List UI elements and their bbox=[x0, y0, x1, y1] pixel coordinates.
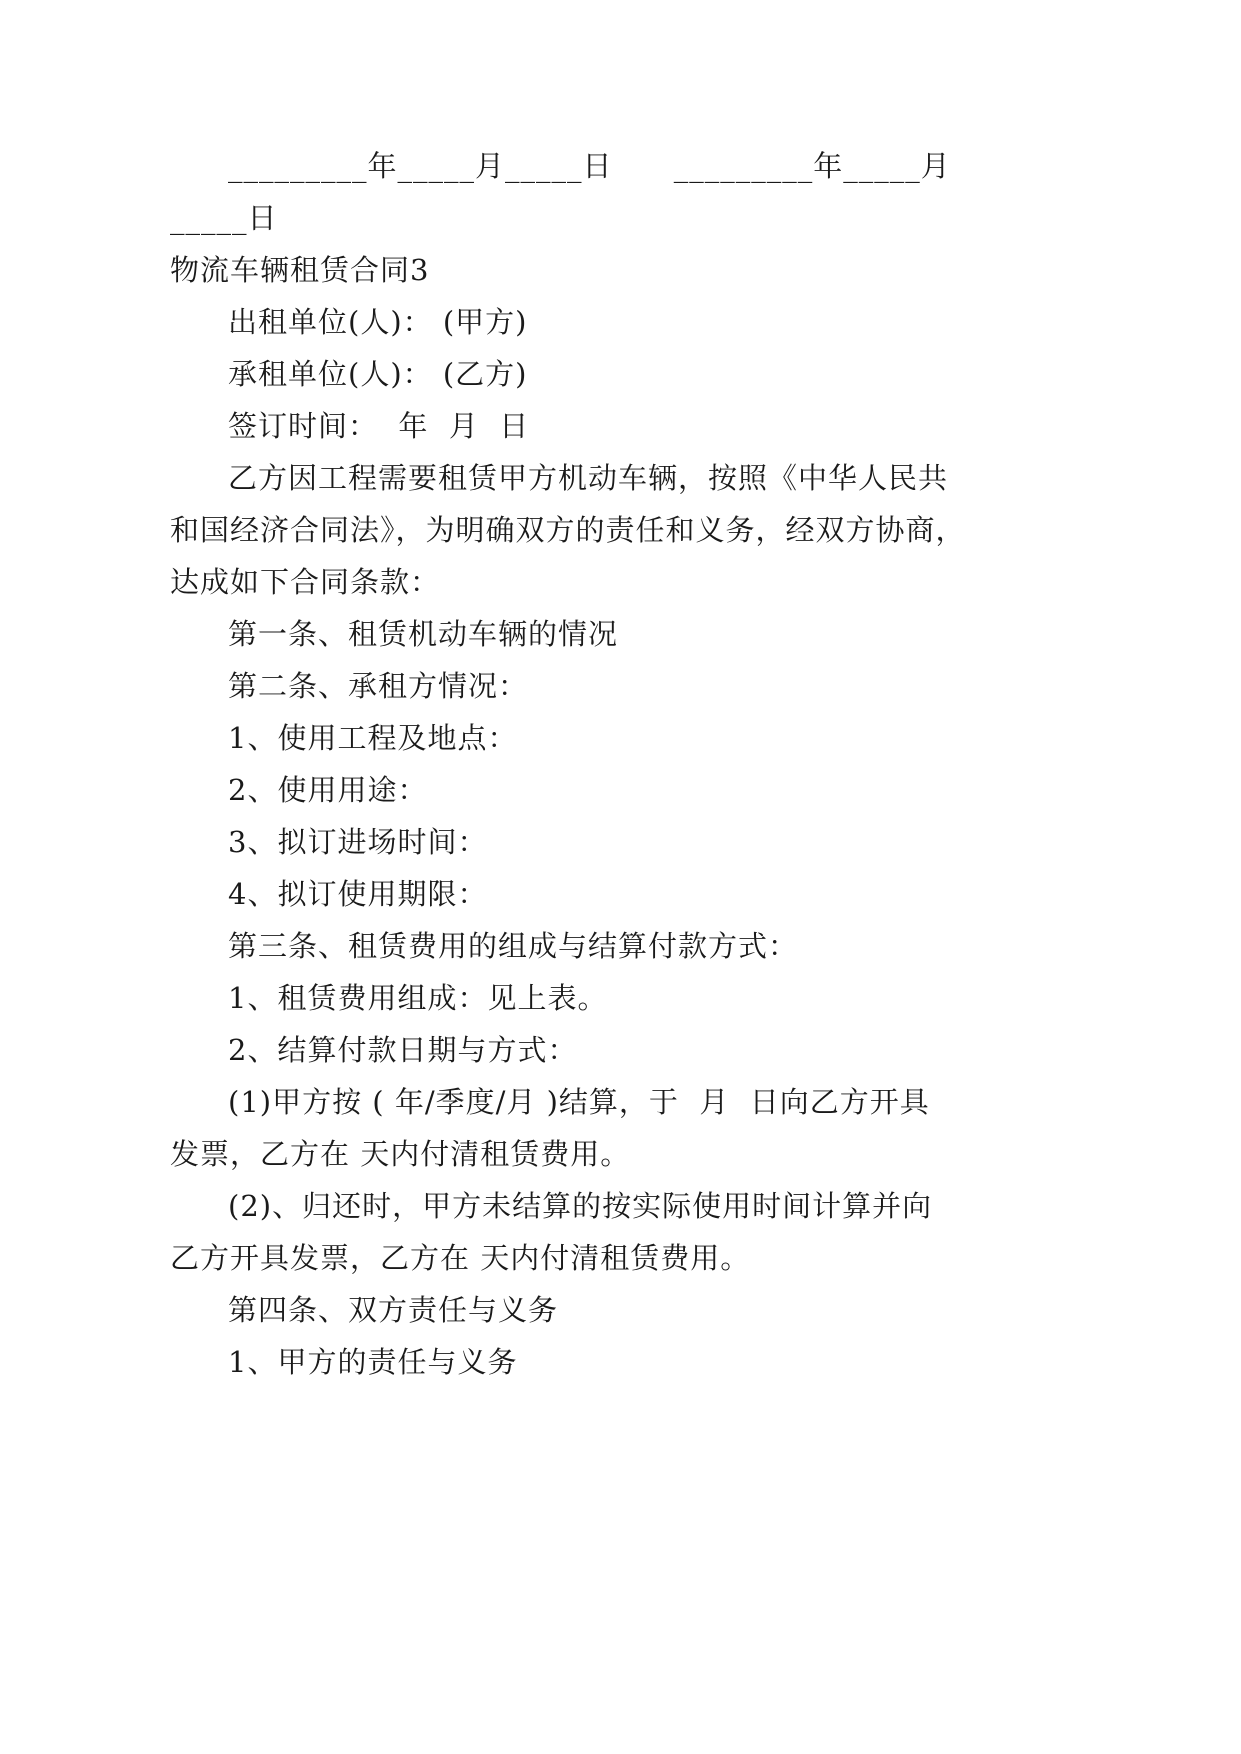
preamble-line-1: 乙方因工程需要租赁甲方机动车辆，按照《中华人民共 bbox=[228, 461, 949, 495]
article-2-item-2: 2、使用用途： bbox=[228, 773, 428, 807]
lessor-line: 出租单位(人)： (甲方) bbox=[228, 305, 528, 339]
lessee-line: 承租单位(人)： (乙方) bbox=[228, 357, 528, 391]
signature-date-line-continued: _____日 bbox=[170, 201, 278, 235]
article-3-heading: 第三条、租赁费用的组成与结算付款方式： bbox=[228, 929, 799, 963]
article-3-item-2: 2、结算付款日期与方式： bbox=[228, 1033, 578, 1067]
signature-date-line: _________年_____月_____日 _________年_____月 bbox=[228, 149, 951, 183]
contract-title: 物流车辆租赁合同3 bbox=[170, 253, 430, 287]
article-2-item-3: 3、拟订进场时间： bbox=[228, 825, 488, 859]
article-3-item-1: 1、租赁费用组成：见上表。 bbox=[228, 981, 608, 1015]
payment-clause-2-line-2: 乙方开具发票，乙方在 天内付清租赁费用。 bbox=[170, 1241, 751, 1275]
payment-clause-2-line-1: (2)、归还时，甲方未结算的按实际使用时间计算并向 bbox=[228, 1189, 933, 1223]
article-4-heading: 第四条、双方责任与义务 bbox=[228, 1293, 559, 1327]
article-1-heading: 第一条、租赁机动车辆的情况 bbox=[228, 617, 619, 651]
payment-clause-1-line-1: (1)甲方按 ( 年/季度/月 )结算，于 月 日向乙方开具 bbox=[228, 1085, 930, 1119]
preamble-line-3: 达成如下合同条款： bbox=[170, 565, 441, 599]
payment-clause-1-line-2: 发票，乙方在 天内付清租赁费用。 bbox=[170, 1137, 631, 1171]
signing-date-line: 签订时间： 年 月 日 bbox=[228, 409, 530, 443]
article-2-item-4: 4、拟订使用期限： bbox=[228, 877, 488, 911]
preamble-line-2: 和国经济合同法》，为明确双方的责任和义务，经双方协商， bbox=[170, 513, 966, 547]
article-4-item-1: 1、甲方的责任与义务 bbox=[228, 1345, 518, 1379]
article-2-heading: 第二条、承租方情况： bbox=[228, 669, 529, 703]
article-2-item-1: 1、使用工程及地点： bbox=[228, 721, 518, 755]
